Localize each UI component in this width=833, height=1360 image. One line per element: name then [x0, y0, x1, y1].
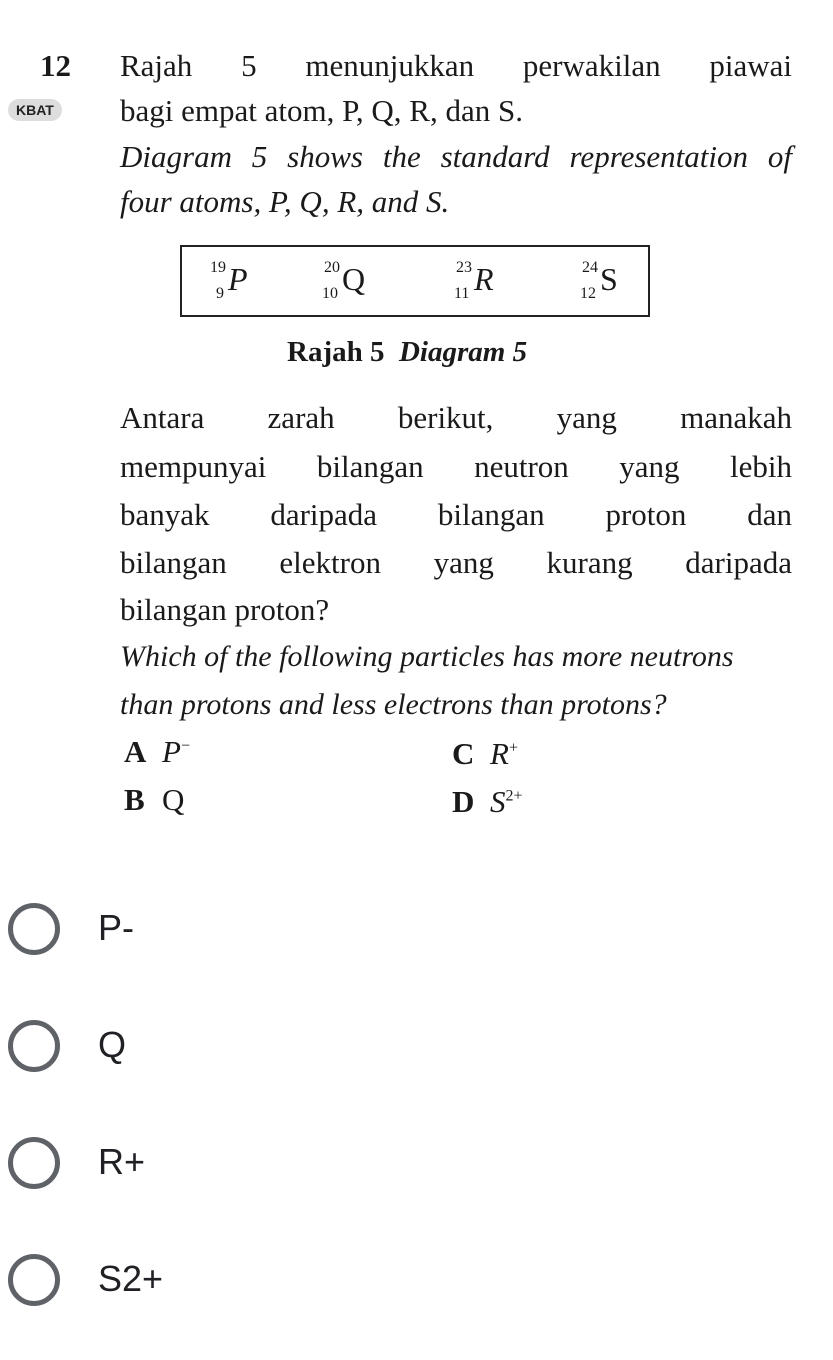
option-letter: C	[452, 736, 475, 771]
option-symbol: P	[162, 734, 181, 769]
answer-label[interactable]: Q	[98, 1024, 127, 1065]
answer-label[interactable]: S2+	[98, 1258, 164, 1299]
atom-p	[210, 259, 248, 302]
atomic-number: 11	[454, 285, 470, 302]
option-b	[124, 782, 184, 818]
body-ms-3: banyak daripada bilangan proton dan	[120, 497, 792, 532]
question-text-en-1: Diagram 5 shows the standard representation of	[120, 139, 792, 174]
answer-label[interactable]: P-	[98, 907, 134, 948]
atoms-diagram	[180, 245, 650, 317]
question-text-en-2: four atoms, P, Q, R, and S.	[120, 184, 450, 219]
option-charge: 2+	[505, 787, 523, 805]
atomic-number: 12	[580, 285, 596, 302]
question-number: 12	[40, 48, 71, 83]
option-letter: B	[124, 782, 145, 817]
option-symbol: R	[490, 736, 509, 771]
body-ms-4: bilangan elektron yang kurang daripada	[120, 545, 792, 580]
option-charge: −	[180, 737, 190, 755]
atom-symbol: Q	[342, 261, 366, 297]
mass-number: 24	[582, 259, 598, 276]
atom-s	[580, 259, 618, 302]
caption-en: Diagram 5	[398, 336, 528, 368]
atom-r	[454, 259, 494, 302]
body-en-1: Which of the following particles has more neutrons	[120, 640, 734, 673]
mass-number: 19	[210, 259, 226, 276]
body-ms-5: bilangan proton?	[120, 592, 330, 627]
body-ms-2: mempunyai bilangan neutron yang lebih	[120, 449, 792, 484]
kbat-badge: KBAT	[8, 99, 62, 121]
option-d	[452, 784, 523, 820]
atom-symbol: P	[228, 261, 248, 297]
radio-button[interactable]	[8, 903, 60, 955]
atom-symbol: S	[600, 261, 618, 297]
question-text-ms-1: Rajah 5 menunjukkan perwakilan piawai	[120, 48, 792, 83]
radio-button[interactable]	[8, 1137, 60, 1189]
atom-symbol: R	[474, 261, 494, 297]
mass-number: 20	[324, 259, 340, 276]
body-en-2: than protons and less electrons than protons?	[120, 688, 667, 721]
question-text-ms-2: bagi empat atom, P, Q, R, dan S.	[120, 93, 523, 128]
option-letter: A	[124, 734, 147, 769]
option-letter: D	[452, 784, 475, 819]
option-symbol: Q	[162, 782, 185, 817]
caption-ms: Rajah 5	[287, 336, 385, 368]
atom-q	[322, 259, 366, 302]
option-charge: +	[508, 739, 518, 757]
atomic-number: 10	[322, 285, 338, 302]
option-symbol: S	[490, 784, 506, 819]
radio-button[interactable]	[8, 1020, 60, 1072]
body-ms-1: Antara zarah berikut, yang manakah	[120, 400, 792, 435]
option-c	[452, 736, 518, 772]
option-a	[124, 734, 190, 770]
radio-button[interactable]	[8, 1254, 60, 1306]
atomic-number: 9	[216, 285, 224, 302]
mass-number: 23	[456, 259, 472, 276]
answer-label[interactable]: R+	[98, 1141, 146, 1182]
diagram-caption	[287, 336, 527, 369]
